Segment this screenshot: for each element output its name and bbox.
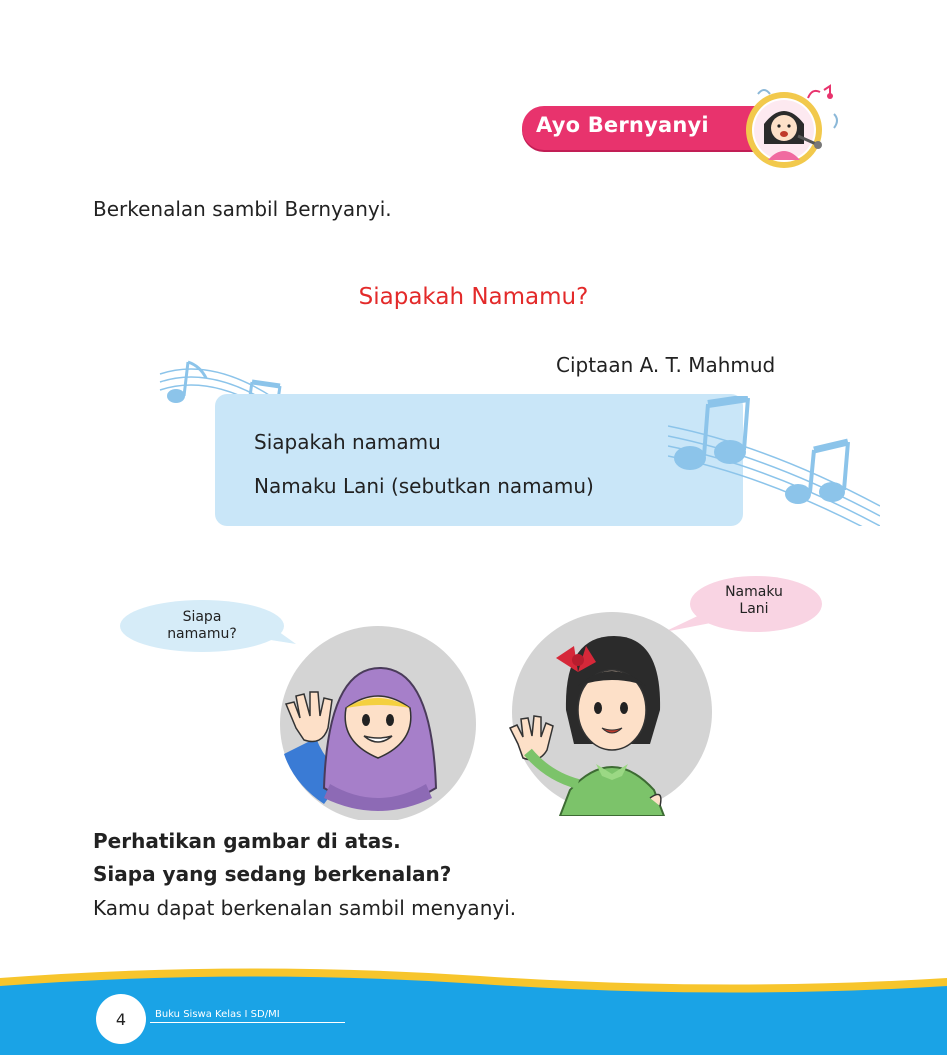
music-notes-right-icon: [668, 396, 880, 526]
song-title: Siapakah Namamu?: [358, 284, 589, 310]
question-line-3: Kamu dapat berkenalan sambil menyanyi.: [93, 896, 517, 920]
question-line-2: Siapa yang sedang berkenalan?: [93, 862, 452, 886]
song-credit: Ciptaan A. T. Mahmud: [556, 353, 776, 377]
section-badge-label: Ayo Bernyanyi: [536, 113, 709, 137]
hijab-girl-illustration: [266, 624, 490, 820]
intro-text: Berkenalan sambil Bernyanyi.: [93, 197, 392, 221]
page-number: 4: [115, 1010, 127, 1029]
speech-bubble-right-line-1: Namaku: [725, 584, 783, 600]
footer-underline: [150, 1022, 345, 1023]
book-label: Buku Siswa Kelas I SD/MI: [155, 1009, 280, 1020]
lyric-line-2: Namaku Lani (sebutkan namamu): [254, 474, 594, 498]
girl-with-bow-illustration: [500, 604, 724, 816]
singing-girl-medal-icon: [738, 84, 846, 172]
lyrics-box: [215, 394, 743, 526]
question-line-1: Perhatikan gambar di atas.: [93, 829, 401, 853]
speech-bubble-left-line-2: namamu?: [167, 626, 237, 642]
speech-bubble-left-line-1: Siapa: [182, 609, 222, 625]
speech-bubble-right-line-2: Lani: [739, 601, 769, 617]
lyric-line-1: Siapakah namamu: [254, 430, 441, 454]
